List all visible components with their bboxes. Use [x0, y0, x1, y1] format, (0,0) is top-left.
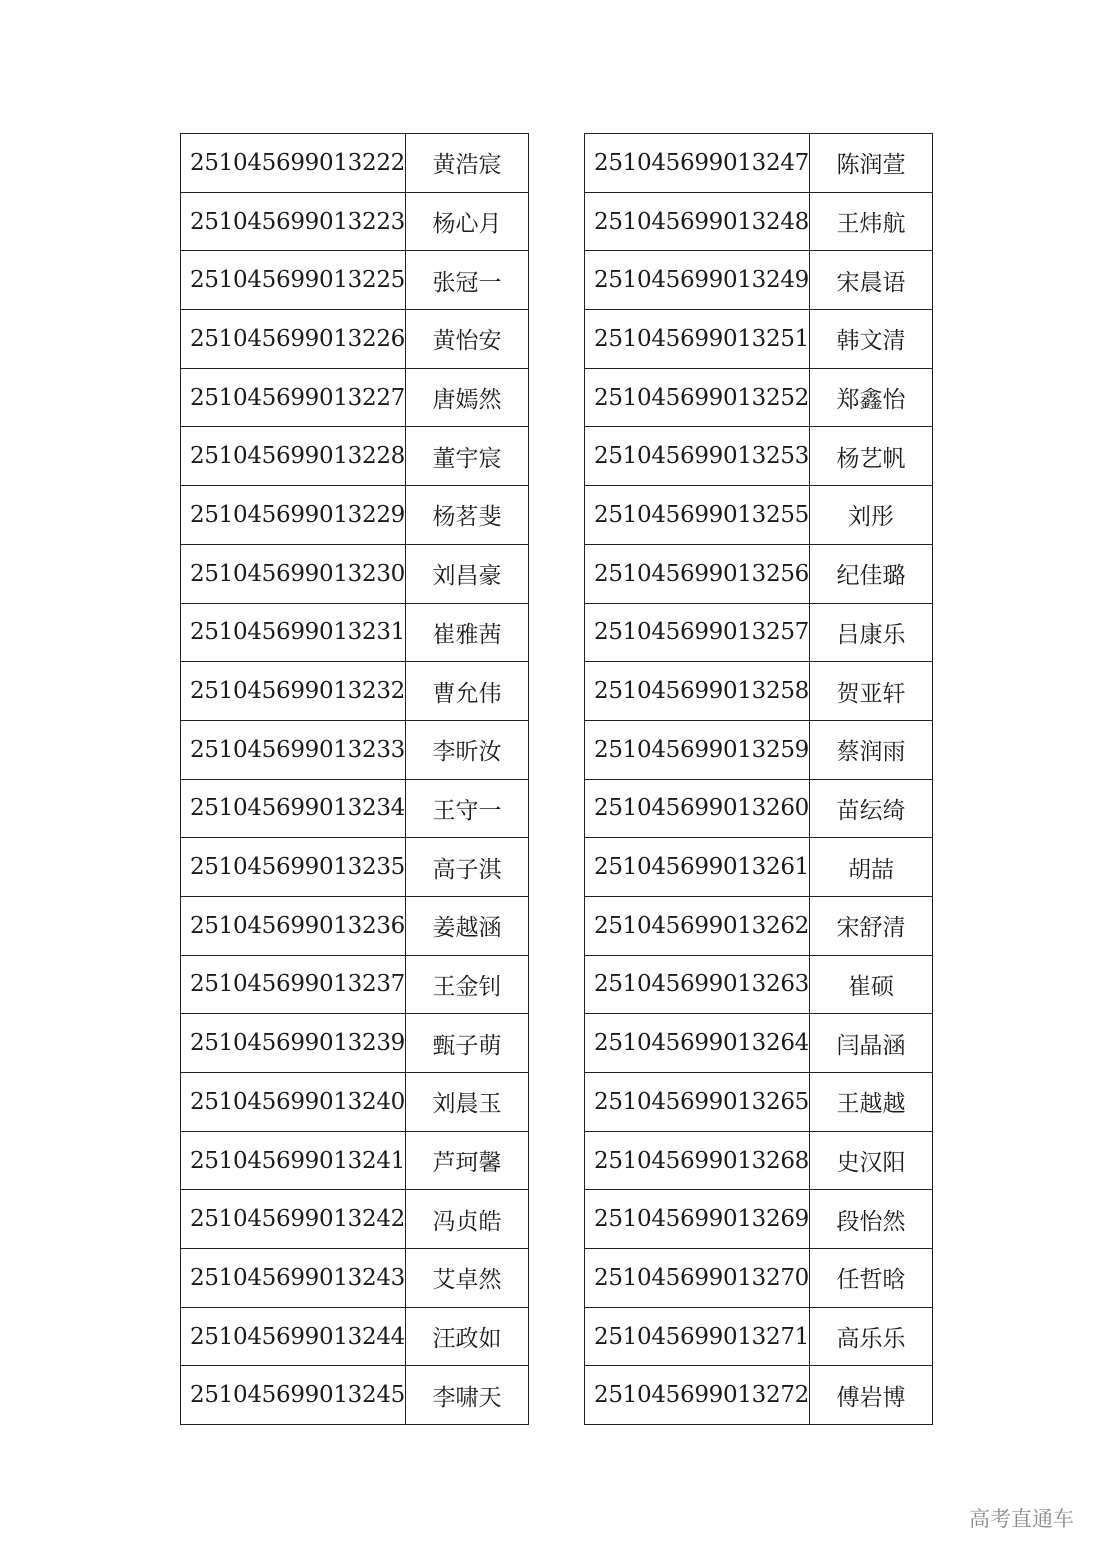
candidate-id: 251045699013264: [585, 1014, 810, 1073]
table-row: [181, 427, 529, 486]
candidate-id: 251045699013231: [181, 603, 406, 662]
table-row: [585, 1014, 933, 1073]
candidate-id: 251045699013222: [181, 134, 406, 193]
candidate-id: 251045699013262: [585, 896, 810, 955]
candidate-id: 251045699013228: [181, 427, 406, 486]
candidate-id: 251045699013227: [181, 368, 406, 427]
candidate-name: 崔雅茜: [406, 603, 529, 662]
candidate-name: 曹允伟: [406, 662, 529, 721]
candidate-name: 甄子萌: [406, 1014, 529, 1073]
candidate-name: 高子淇: [406, 838, 529, 897]
table-row: [585, 1131, 933, 1190]
candidate-id: 251045699013272: [585, 1366, 810, 1425]
table-row: [585, 1366, 933, 1425]
candidate-id: 251045699013239: [181, 1014, 406, 1073]
table-row: [181, 251, 529, 310]
candidate-id: 251045699013223: [181, 192, 406, 251]
candidate-name: 纪佳璐: [810, 544, 933, 603]
candidate-id: 251045699013234: [181, 779, 406, 838]
candidate-id: 251045699013253: [585, 427, 810, 486]
candidate-id: 251045699013226: [181, 310, 406, 369]
candidate-name: 王越越: [810, 1073, 933, 1132]
candidate-name: 宋晨语: [810, 251, 933, 310]
candidate-id: 251045699013240: [181, 1073, 406, 1132]
candidate-id: 251045699013232: [181, 662, 406, 721]
table-row: [585, 603, 933, 662]
candidate-id: 251045699013237: [181, 955, 406, 1014]
table-row: [181, 1190, 529, 1249]
candidate-id: 251045699013257: [585, 603, 810, 662]
table-row: [585, 486, 933, 545]
candidate-name: 贺亚轩: [810, 662, 933, 721]
candidate-name: 任哲晗: [810, 1249, 933, 1308]
candidate-name: 胡喆: [810, 838, 933, 897]
candidate-name: 刘昌豪: [406, 544, 529, 603]
watermark-text: 高考直通车: [969, 1507, 1074, 1531]
candidate-id: 251045699013252: [585, 368, 810, 427]
candidate-id: 251045699013259: [585, 720, 810, 779]
candidate-id: 251045699013230: [181, 544, 406, 603]
candidate-name: 段怡然: [810, 1190, 933, 1249]
candidate-name: 冯贞皓: [406, 1190, 529, 1249]
candidate-name: 张冠一: [406, 251, 529, 310]
table-row: [181, 1131, 529, 1190]
candidate-id: 251045699013248: [585, 192, 810, 251]
candidate-name: 蔡润雨: [810, 720, 933, 779]
candidate-name: 王炜航: [810, 192, 933, 251]
table-row: [585, 955, 933, 1014]
candidate-id: 251045699013269: [585, 1190, 810, 1249]
table-row: [181, 779, 529, 838]
candidate-id: 251045699013256: [585, 544, 810, 603]
candidate-name: 闫晶涵: [810, 1014, 933, 1073]
table-row: [585, 368, 933, 427]
candidate-name: 李昕汝: [406, 720, 529, 779]
candidate-id: 251045699013241: [181, 1131, 406, 1190]
candidate-name: 崔硕: [810, 955, 933, 1014]
candidate-name: 苗纭绮: [810, 779, 933, 838]
table-row: [585, 720, 933, 779]
candidate-id: 251045699013233: [181, 720, 406, 779]
table-row: [181, 486, 529, 545]
table-row: [585, 1073, 933, 1132]
candidate-name: 傅岩博: [810, 1366, 933, 1425]
table-row: [181, 310, 529, 369]
table-row: [181, 1014, 529, 1073]
candidate-id: 251045699013251: [585, 310, 810, 369]
table-row: [181, 1366, 529, 1425]
table-row: [585, 779, 933, 838]
candidate-id: 251045699013265: [585, 1073, 810, 1132]
candidate-name: 吕康乐: [810, 603, 933, 662]
candidate-name: 杨艺帆: [810, 427, 933, 486]
right-roster-table: [584, 133, 933, 1425]
candidate-id: 251045699013243: [181, 1249, 406, 1308]
candidate-id: 251045699013258: [585, 662, 810, 721]
table-row: [181, 896, 529, 955]
table-row: [181, 955, 529, 1014]
table-row: [181, 192, 529, 251]
table-row: [585, 838, 933, 897]
table-row: [585, 134, 933, 193]
candidate-name: 陈润萱: [810, 134, 933, 193]
table-row: [585, 427, 933, 486]
left-roster-table: [180, 133, 529, 1425]
table-row: [585, 896, 933, 955]
candidate-id: 251045699013268: [585, 1131, 810, 1190]
table-row: [181, 134, 529, 193]
candidate-name: 韩文清: [810, 310, 933, 369]
table-row: [585, 192, 933, 251]
table-row: [585, 1190, 933, 1249]
candidate-name: 黄浩宸: [406, 134, 529, 193]
table-row: [181, 603, 529, 662]
candidate-name: 唐嫣然: [406, 368, 529, 427]
candidate-id: 251045699013255: [585, 486, 810, 545]
table-row: [181, 368, 529, 427]
table-row: [585, 544, 933, 603]
table-row: [181, 1073, 529, 1132]
candidate-id: 251045699013225: [181, 251, 406, 310]
candidate-id: 251045699013242: [181, 1190, 406, 1249]
table-row: [585, 251, 933, 310]
candidate-name: 宋舒清: [810, 896, 933, 955]
candidate-id: 251045699013263: [585, 955, 810, 1014]
candidate-name: 李啸天: [406, 1366, 529, 1425]
candidate-name: 艾卓然: [406, 1249, 529, 1308]
candidate-name: 高乐乐: [810, 1307, 933, 1366]
table-row: [181, 1307, 529, 1366]
candidate-id: 251045699013236: [181, 896, 406, 955]
table-row: [181, 1249, 529, 1308]
candidate-id: 251045699013249: [585, 251, 810, 310]
candidate-id: 251045699013261: [585, 838, 810, 897]
candidate-id: 251045699013260: [585, 779, 810, 838]
table-row: [585, 1249, 933, 1308]
table-row: [585, 310, 933, 369]
table-row: [585, 662, 933, 721]
candidate-name: 杨茗斐: [406, 486, 529, 545]
candidate-name: 杨心月: [406, 192, 529, 251]
candidate-name: 王守一: [406, 779, 529, 838]
candidate-name: 黄怡安: [406, 310, 529, 369]
candidate-name: 王金钊: [406, 955, 529, 1014]
candidate-name: 刘晨玉: [406, 1073, 529, 1132]
candidate-name: 芦珂馨: [406, 1131, 529, 1190]
candidate-id: 251045699013235: [181, 838, 406, 897]
candidate-id: 251045699013247: [585, 134, 810, 193]
candidate-id: 251045699013245: [181, 1366, 406, 1425]
table-row: [181, 662, 529, 721]
candidate-name: 汪政如: [406, 1307, 529, 1366]
table-row: [585, 1307, 933, 1366]
candidate-name: 董宇宸: [406, 427, 529, 486]
candidate-name: 史汉阳: [810, 1131, 933, 1190]
candidate-id: 251045699013229: [181, 486, 406, 545]
candidate-id: 251045699013270: [585, 1249, 810, 1308]
candidate-name: 郑鑫怡: [810, 368, 933, 427]
table-row: [181, 720, 529, 779]
candidate-id: 251045699013244: [181, 1307, 406, 1366]
table-row: [181, 544, 529, 603]
table-row: [181, 838, 529, 897]
candidate-name: 刘彤: [810, 486, 933, 545]
candidate-name: 姜越涵: [406, 896, 529, 955]
candidate-id: 251045699013271: [585, 1307, 810, 1366]
